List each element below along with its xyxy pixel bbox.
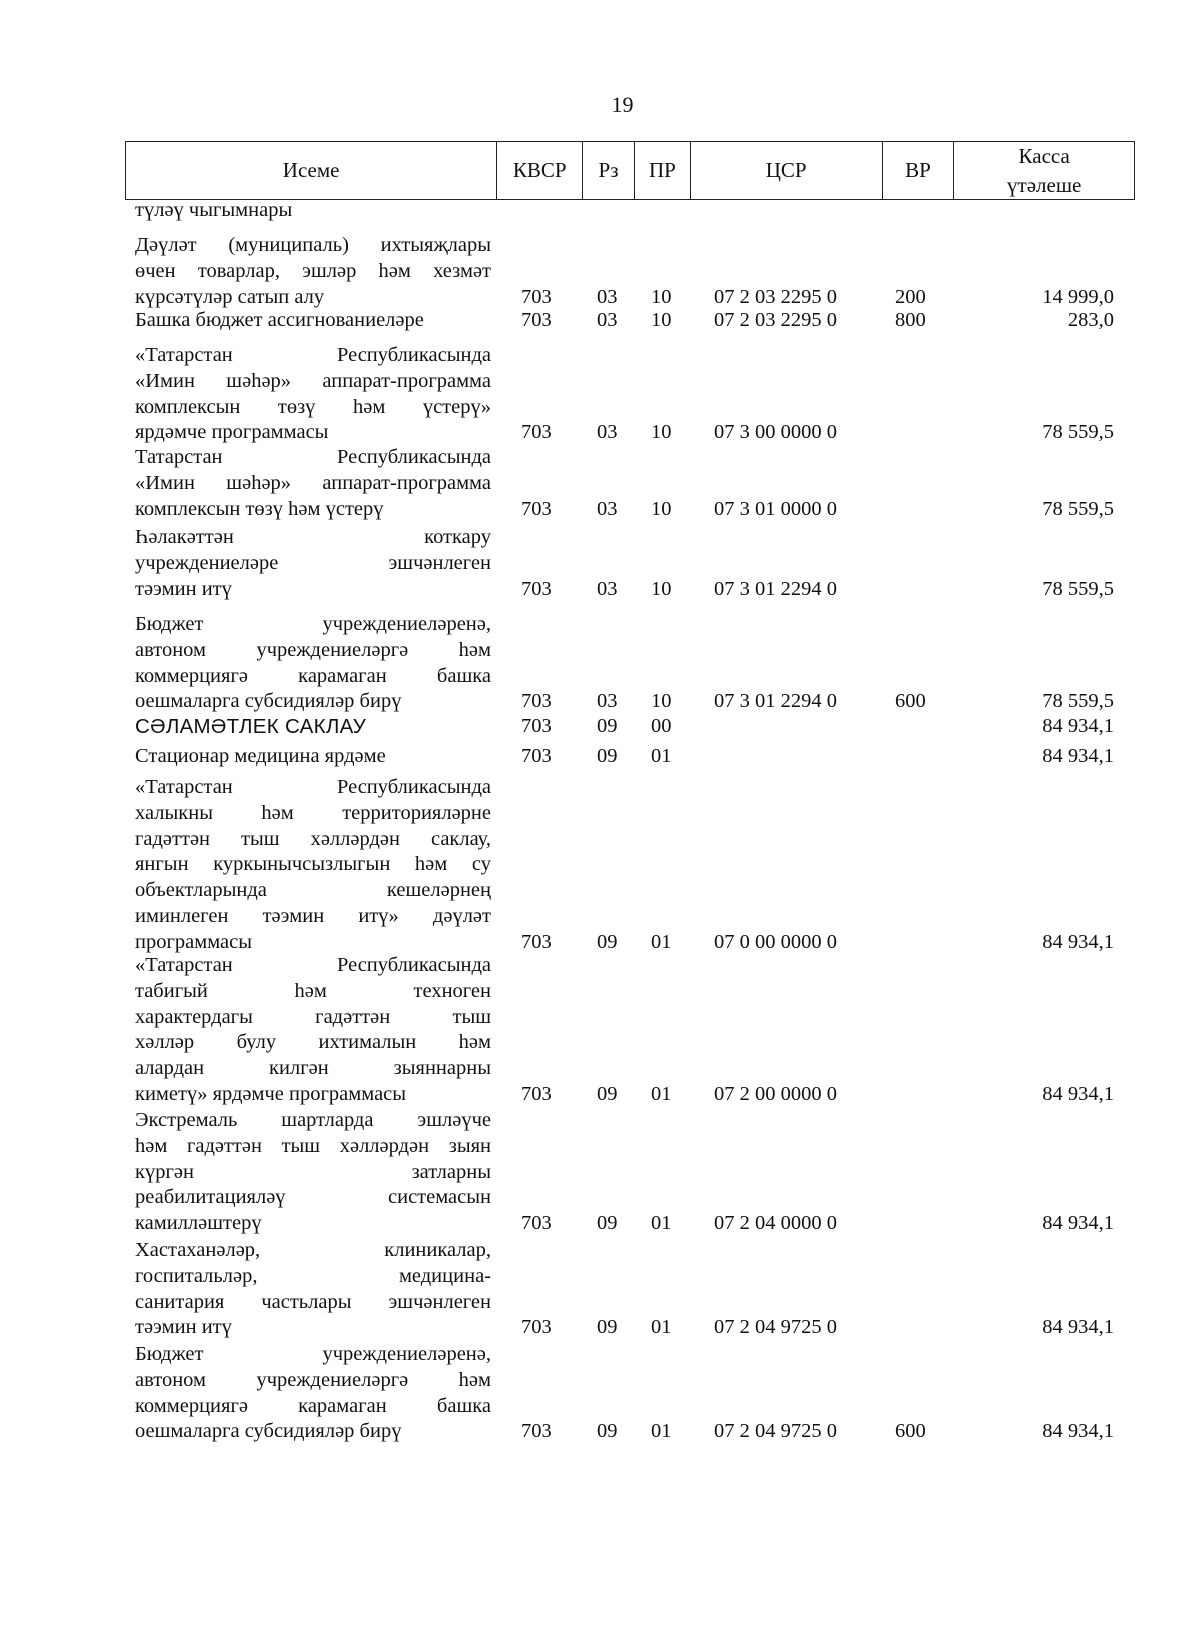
row-name-line: «Татарстан Республикасында	[135, 954, 491, 976]
row-name-line: күргән затларны	[135, 1160, 491, 1183]
table-row	[0, 343, 1200, 446]
header-rz: Рз	[583, 142, 635, 199]
row-kassa: 78 559,5	[1042, 690, 1114, 713]
row-rz: 09	[597, 930, 618, 953]
row-name-line: алардан килгән зыяннарны	[135, 1057, 491, 1080]
table-row	[0, 525, 1200, 602]
table-row	[0, 744, 1200, 770]
row-kvsr: 703	[521, 1316, 552, 1339]
row-kassa: 84 934,1	[1042, 745, 1114, 767]
row-pr: 10	[651, 577, 672, 600]
row-csr: 07 2 03 2295 0	[714, 285, 837, 308]
header-pr: ПР	[635, 142, 691, 199]
header-kvsr: КВСР	[497, 142, 583, 199]
header-name: Исеме	[126, 142, 497, 199]
row-pr: 01	[651, 1083, 672, 1105]
row-csr: 07 0 00 0000 0	[714, 930, 837, 953]
row-kvsr: 703	[521, 1083, 552, 1105]
row-kvsr: 703	[521, 1420, 552, 1443]
row-rz: 03	[597, 577, 618, 600]
row-name-line: «Имин шәһәр» аппарат-программа	[135, 471, 491, 494]
row-pr: 01	[651, 1212, 672, 1235]
row-kvsr: 703	[521, 715, 552, 737]
row-pr: 10	[651, 690, 672, 713]
row-rz: 03	[597, 497, 618, 520]
row-csr: 07 2 04 9725 0	[714, 1316, 837, 1339]
row-pr: 10	[651, 421, 672, 444]
row-name-line: «Татарстан Республикасында	[135, 776, 491, 798]
row-kvsr: 703	[521, 421, 552, 444]
row-name-line: Башка бюджет ассигнованиеләре	[135, 309, 424, 331]
table-row	[0, 233, 1200, 310]
row-name-line: «Имин шәһәр» аппарат-программа	[135, 369, 491, 392]
row-name-line: реабилитацияләү системасын	[135, 1186, 491, 1209]
row-name	[135, 525, 491, 602]
row-name-line: Бюджет учреждениеләренә,	[135, 1343, 491, 1365]
table-row	[0, 775, 1200, 956]
row-name-line: халыкны һәм территорияләрне	[135, 801, 491, 824]
row-name-line: хәлләр булу ихтималын һәм	[135, 1031, 491, 1054]
table-row	[0, 445, 1200, 522]
row-name-line: табигый һәм техноген	[135, 979, 491, 1002]
row-vr: 800	[895, 309, 926, 331]
row-kassa: 14 999,0	[1042, 285, 1114, 308]
row-name-line: автоном учреждениеләргә һәм	[135, 638, 491, 661]
row-name-line: Татарстан Республикасында	[135, 446, 491, 468]
header-kassa-line2: үтәлеше	[1007, 172, 1082, 197]
row-name	[135, 744, 491, 770]
header-kassa-line1: Касса	[1018, 144, 1070, 169]
row-name	[135, 1342, 491, 1445]
row-rz: 09	[597, 1083, 618, 1105]
row-rz: 09	[597, 715, 618, 737]
row-name-line: комплексын төзү һәм үстерү	[135, 497, 384, 520]
row-pr: 01	[651, 1420, 672, 1443]
row-name-line: Хастаханәләр, клиникалар,	[135, 1239, 491, 1261]
row-pr: 01	[651, 1316, 672, 1339]
table-row	[0, 198, 1200, 224]
row-csr: 07 2 04 9725 0	[714, 1420, 837, 1443]
row-kassa: 78 559,5	[1042, 497, 1114, 520]
row-name-line: тәэмин итү	[135, 577, 232, 600]
row-name-line: тәэмин итү	[135, 1316, 232, 1339]
row-name-line: СӘЛАМӘТЛЕК САКЛАУ	[135, 715, 367, 738]
row-name-line: Һәлакәттән коткару	[135, 526, 491, 548]
row-name-line: оешмаларга субсидияләр бирү	[135, 690, 402, 713]
row-name-line: янгын куркынычсызлыгын һәм су	[135, 853, 491, 876]
header-vr: ВР	[883, 142, 955, 199]
row-name-line: гадәттән тыш хәлләрдән саклау,	[135, 827, 491, 850]
row-name-line: Бюджет учреждениеләренә,	[135, 613, 491, 635]
row-pr: 10	[651, 497, 672, 520]
row-kassa: 84 934,1	[1042, 1212, 1114, 1235]
row-name-line: камилләштерү	[135, 1212, 262, 1235]
row-kvsr: 703	[521, 1212, 552, 1235]
table-row	[0, 1342, 1200, 1445]
table-row	[0, 1108, 1200, 1237]
row-rz: 09	[597, 1420, 618, 1443]
row-vr: 600	[895, 690, 926, 713]
row-rz: 03	[597, 421, 618, 444]
row-kvsr: 703	[521, 497, 552, 520]
row-pr: 01	[651, 930, 672, 953]
row-name-line: түләү чыгымнары	[135, 199, 293, 221]
row-name	[135, 308, 491, 334]
row-name-line: объектларында кешеләрнең	[135, 879, 491, 902]
row-name-line: «Татарстан Республикасында	[135, 344, 491, 366]
row-name	[135, 445, 491, 522]
row-pr: 00	[651, 715, 672, 737]
row-pr: 10	[651, 285, 672, 308]
row-name-line: коммерциягә карамаган башка	[135, 1394, 491, 1417]
row-name-line: программасы	[135, 930, 253, 953]
row-rz: 03	[597, 285, 618, 308]
row-csr: 07 3 01 0000 0	[714, 497, 837, 520]
row-name-line: комплексын төзү һәм үстерү»	[135, 395, 491, 418]
row-pr: 10	[651, 309, 672, 331]
row-kvsr: 703	[521, 745, 552, 767]
row-name	[135, 714, 491, 740]
row-name	[135, 775, 491, 956]
row-rz: 09	[597, 1212, 618, 1235]
row-name	[135, 343, 491, 446]
row-kassa: 84 934,1	[1042, 1083, 1114, 1105]
table-row	[0, 612, 1200, 715]
row-vr: 600	[895, 1420, 926, 1443]
row-name	[135, 953, 491, 1108]
row-name-line: иминлеген тәэмин итү» дәүләт	[135, 904, 491, 927]
row-kassa: 84 934,1	[1042, 930, 1114, 953]
row-name-line: коммерциягә карамаган башка	[135, 664, 491, 687]
row-csr: 07 2 03 2295 0	[714, 309, 837, 331]
row-name-line: учреждениеләре эшчәнлеген	[135, 551, 491, 574]
row-rz: 03	[597, 309, 618, 331]
row-csr: 07 3 00 0000 0	[714, 421, 837, 444]
row-kvsr: 703	[521, 930, 552, 953]
row-kassa: 78 559,5	[1042, 421, 1114, 444]
table-row	[0, 308, 1200, 334]
row-rz: 09	[597, 745, 618, 767]
row-name	[135, 1108, 491, 1237]
row-kassa: 283,0	[1067, 309, 1114, 331]
row-name-line: характердагы гадәттән тыш	[135, 1005, 491, 1028]
row-vr: 200	[895, 285, 926, 308]
row-name-line: автоном учреждениеләргә һәм	[135, 1368, 491, 1391]
row-kvsr: 703	[521, 577, 552, 600]
row-name-line: госпитальләр, медицина-	[135, 1264, 491, 1287]
row-name-line: күрсәтүләр сатып алу	[135, 285, 325, 308]
row-kassa: 78 559,5	[1042, 577, 1114, 600]
row-csr: 07 3 01 2294 0	[714, 690, 837, 713]
row-name	[135, 233, 491, 310]
row-name-line: киметү» ярдәмче программасы	[135, 1082, 407, 1105]
table-row	[0, 953, 1200, 1108]
row-kvsr: 703	[521, 285, 552, 308]
row-name	[135, 198, 491, 224]
page-number: 19	[611, 92, 634, 117]
row-name-line: санитария частьлары эшчәнлеген	[135, 1290, 491, 1313]
row-name-line: Дәүләт (муниципаль) ихтыяҗлары	[135, 234, 491, 256]
row-kassa: 84 934,1	[1042, 1316, 1114, 1339]
row-name-line: оешмаларга субсидияләр бирү	[135, 1420, 402, 1443]
row-name-line: һәм гадәттән тыш хәлләрдән зыян	[135, 1134, 491, 1157]
table-row	[0, 714, 1200, 740]
row-kassa: 84 934,1	[1042, 715, 1114, 737]
row-csr: 07 3 01 2294 0	[714, 577, 837, 600]
row-name	[135, 1238, 491, 1341]
row-rz: 09	[597, 1316, 618, 1339]
row-name-line: Экстремаль шартларда эшләүче	[135, 1109, 491, 1131]
row-rz: 03	[597, 690, 618, 713]
row-pr: 01	[651, 745, 672, 767]
row-name-line: өчен товарлар, эшләр һәм хезмәт	[135, 259, 491, 282]
row-kvsr: 703	[521, 309, 552, 331]
row-kvsr: 703	[521, 690, 552, 713]
row-name-line: ярдәмче программасы	[135, 421, 329, 444]
row-name	[135, 612, 491, 715]
row-name-line: Стационар медицина ярдәме	[135, 745, 386, 767]
row-csr: 07 2 04 0000 0	[714, 1212, 837, 1235]
header-csr: ЦСР	[691, 142, 883, 199]
row-csr: 07 2 00 0000 0	[714, 1083, 837, 1105]
row-kassa: 84 934,1	[1042, 1420, 1114, 1443]
table-row	[0, 1238, 1200, 1341]
